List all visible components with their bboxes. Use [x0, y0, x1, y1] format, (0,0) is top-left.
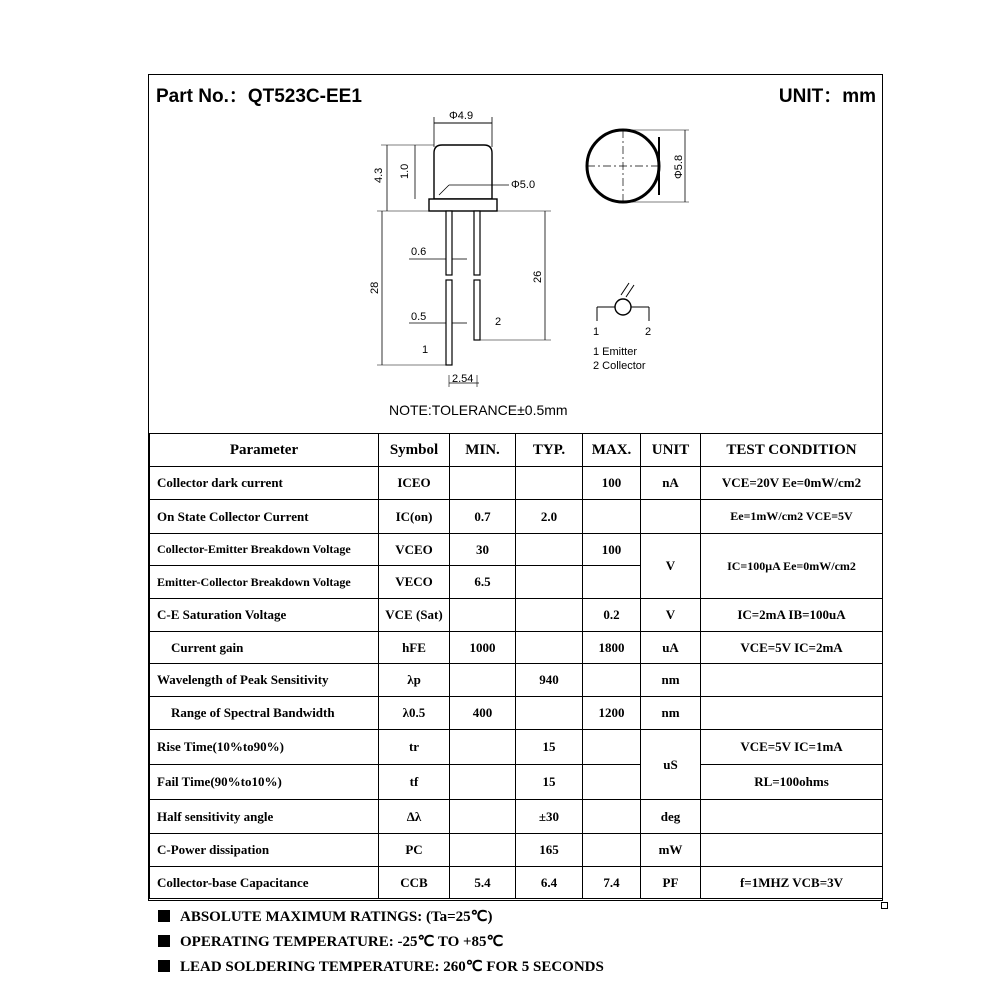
resize-handle — [881, 902, 888, 909]
table-row: Emitter-Collector Breakdown Voltage VECO 6.5 — [150, 566, 883, 599]
pin-1-emitter: 1 Emitter — [593, 346, 638, 358]
col-min: MIN. — [450, 434, 516, 467]
col-test-condition: TEST CONDITION — [701, 434, 883, 467]
table-row: Range of Spectral Bandwidth λ0.5 400 1200 nm — [150, 697, 883, 730]
dim-0-5: 0.5 — [411, 311, 427, 323]
pin-2-collector: 2 Collector — [593, 360, 646, 372]
table-row: Wavelength of Peak Sensitivity λp 940 nm — [150, 664, 883, 697]
bullet-square-icon — [158, 935, 170, 947]
table-row: Fail Time(90%to10%) tf 15 RL=100ohms — [150, 765, 883, 800]
symbol-pin-2: 2 — [645, 326, 652, 338]
col-symbol: Symbol — [379, 434, 450, 467]
table-row: C-Power dissipation PC 165 mW — [150, 834, 883, 867]
table-row: Rise Time(10%to90%) tr 15 uS VCE=5V IC=1mA — [150, 730, 883, 765]
dim-phi-5-0: Φ5.0 — [511, 179, 536, 191]
dim-4-3: 4.3 — [373, 167, 385, 183]
dim-phi-4-9: Φ4.9 — [449, 110, 474, 122]
col-typ: TYP. — [516, 434, 583, 467]
datasheet-frame — [148, 74, 883, 901]
dim-26: 26 — [532, 270, 544, 283]
table-row: C-E Saturation Voltage VCE (Sat) 0.2 V IC=2mA IB=100uA — [150, 599, 883, 632]
tolerance-note: NOTE:TOLERANCE±0.5mm — [389, 402, 568, 418]
table-row: Current gain hFE 1000 1800 uA VCE=5V IC=2mA — [150, 632, 883, 664]
bullet-square-icon — [158, 910, 170, 922]
part-number: Part No.：QT523C-EE1 — [156, 86, 362, 107]
lead-2-label: 2 — [495, 316, 502, 328]
table-row: On State Collector Current IC(on) 0.7 2.0 Ee=1mW/cm2 VCE=5V — [150, 500, 883, 534]
dim-2-54: 2.54 — [452, 373, 474, 385]
col-max: MAX. — [583, 434, 641, 467]
lead-1-label: 1 — [422, 344, 429, 356]
footer-line-2: OPERATING TEMPERATURE: -25℃ TO +85℃ — [158, 932, 503, 951]
dim-phi-5-8: Φ5.8 — [673, 154, 685, 179]
bullet-square-icon — [158, 960, 170, 972]
col-parameter: Parameter — [150, 434, 379, 467]
col-unit: UNIT — [641, 434, 701, 467]
table-row: Half sensitivity angle Δλ ±30 deg — [150, 800, 883, 834]
table-row: Collector-Emitter Breakdown Voltage VCEO 30 100 V IC=100μA Ee=0mW/cm2 — [150, 534, 883, 566]
unit-label: UNIT：mm — [778, 86, 876, 107]
dim-0-6: 0.6 — [411, 246, 427, 258]
footer-line-1: ABSOLUTE MAXIMUM RATINGS: (Ta=25℃) — [158, 907, 493, 926]
symbol-pin-1: 1 — [593, 326, 600, 338]
table-row: Collector-base Capacitance CCB 5.4 6.4 7.4 PF f=1MHZ VCB=3V — [150, 867, 883, 899]
dim-1-0: 1.0 — [399, 163, 411, 179]
table-row: Collector dark current ICEO 100 nA VCE=20V Ee=0mW/cm2 — [150, 467, 883, 500]
package-drawing — [149, 75, 882, 433]
footer-line-3: LEAD SOLDERING TEMPERATURE: 260℃ FOR 5 SECONDS — [158, 957, 604, 976]
dim-28: 28 — [369, 281, 381, 294]
spec-table — [149, 433, 883, 899]
